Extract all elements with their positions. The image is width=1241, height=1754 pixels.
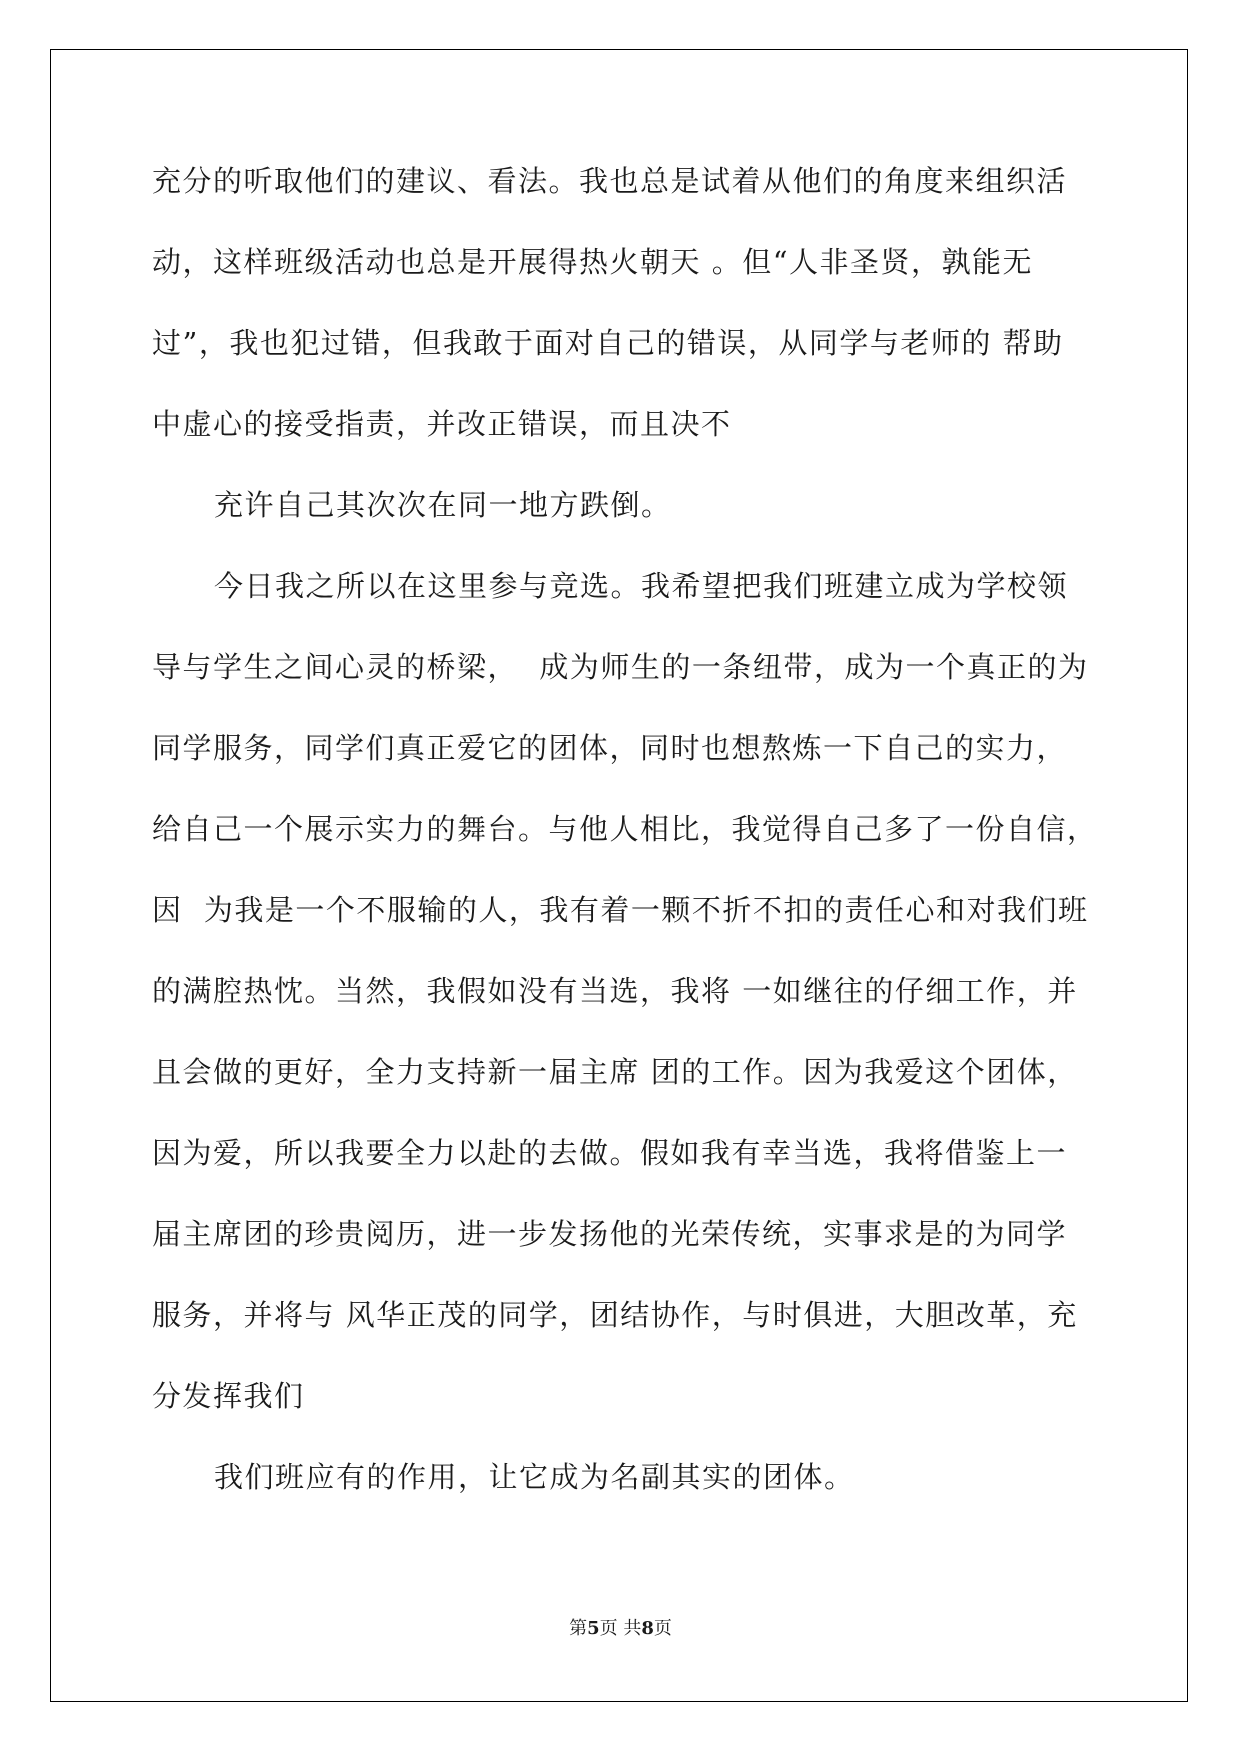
page-footer xyxy=(0,1617,1241,1641)
footer-middle: 页 共 xyxy=(599,1618,642,1639)
paragraph-start-line: 今日我之所以在这里参与竞选。我希望把我们班建立成为学校领 xyxy=(214,569,1069,603)
text-line: 中虚心的接受指责，并改正错误，而且决不 xyxy=(152,407,732,441)
paragraph-start-line: 充许自己其次次在同一地方跌倒。 xyxy=(214,488,672,522)
total-page-number: 8 xyxy=(641,1618,654,1639)
text-line: 充分的听取他们的建议、看法。我也总是试着从他们的角度来组织活 xyxy=(152,164,1068,198)
paragraph-start-line: 我们班应有的作用，让它成为名副其实的团体。 xyxy=(214,1460,855,1494)
text-line: 导与学生之间心灵的桥梁， 成为师生的一条纽带，成为一个真正的为 xyxy=(152,650,1089,684)
footer-prefix: 第 xyxy=(569,1618,588,1639)
text-line: 分发挥我们 xyxy=(152,1379,305,1413)
text-line: 且会做的更好，全力支持新一届主席 团的工作。因为我爱这个团体， xyxy=(152,1055,1078,1089)
footer-suffix: 页 xyxy=(653,1618,672,1639)
document-body xyxy=(152,161,1098,1538)
text-line: 过”，我也犯过错，但我敢于面对自己的错误，从同学与老师的 帮助 xyxy=(152,326,1064,360)
text-line: 动，这样班级活动也总是开展得热火朝天 。但“人非圣贤，孰能无 xyxy=(152,245,1034,279)
current-page-number: 5 xyxy=(587,1618,600,1639)
text-line: 同学服务，同学们真正爱它的团体，同时也想熬炼一下自己的实力， xyxy=(152,731,1068,765)
text-line: 因为爱，所以我要全力以赴的去做。假如我有幸当选，我将借鉴上一 xyxy=(152,1136,1068,1170)
text-line: 服务，并将与 风华正茂的同学，团结协作，与时俱进，大胆改革，充 xyxy=(152,1298,1078,1332)
text-line: 给自己一个展示实力的舞台。与他人相比，我觉得自己多了一份自信， xyxy=(152,812,1098,846)
text-line: 因 为我是一个不服输的人，我有着一颗不折不扣的责任心和对我们班 xyxy=(152,893,1089,927)
text-line: 的满腔热忱。当然，我假如没有当选，我将 一如继往的仔细工作，并 xyxy=(152,974,1078,1008)
text-line: 届主席团的珍贵阅历，进一步发扬他的光荣传统，实事求是的为同学 xyxy=(152,1217,1068,1251)
